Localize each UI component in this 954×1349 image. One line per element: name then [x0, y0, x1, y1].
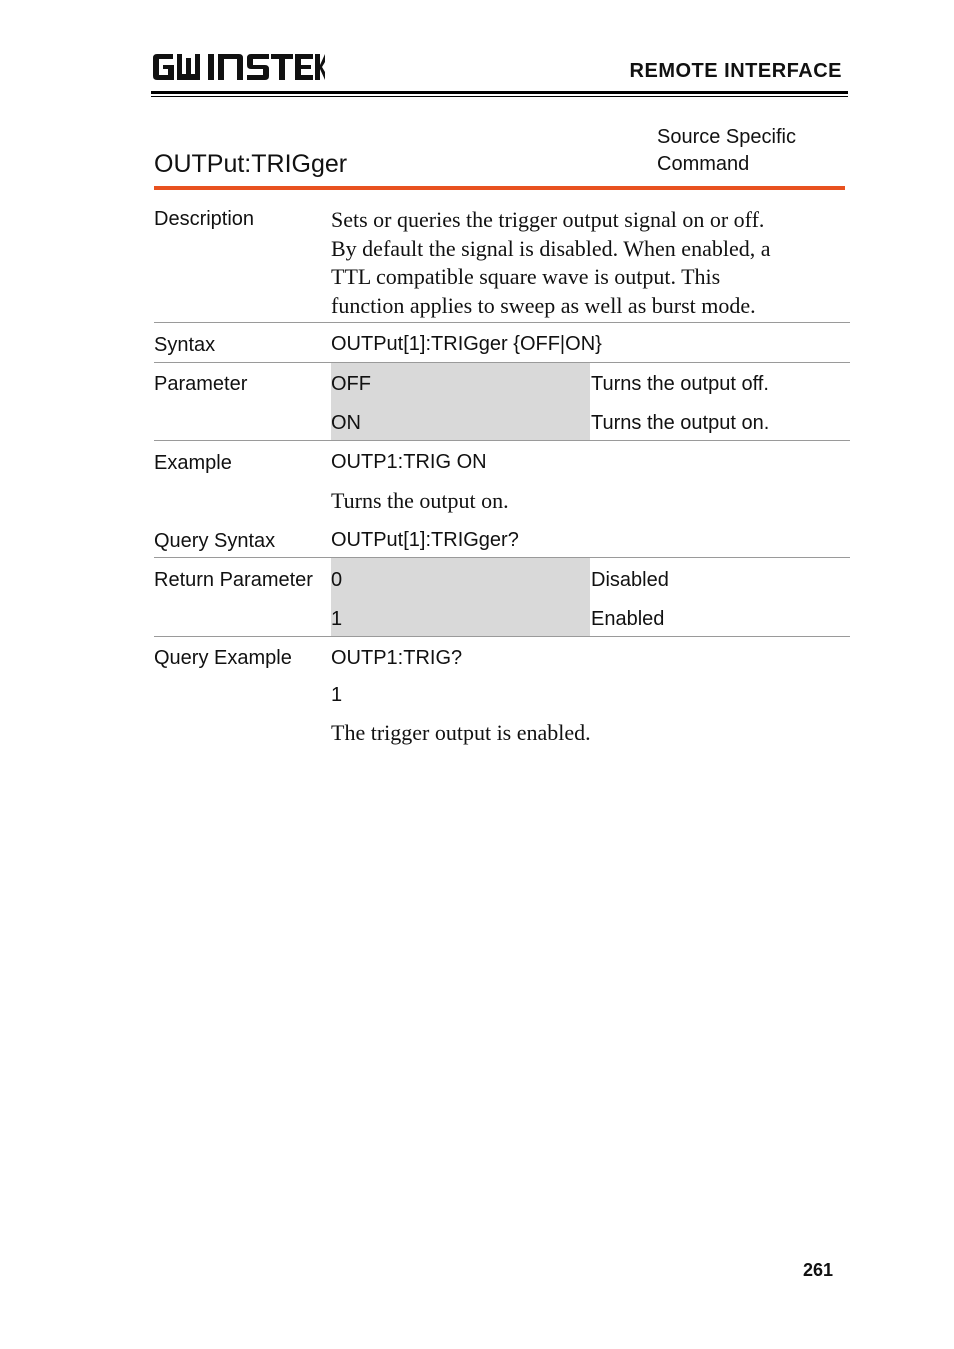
return-parameter-desc: Disabled [591, 569, 669, 591]
parameter-name: ON [331, 412, 361, 434]
row-divider [154, 636, 850, 637]
command-type-line2: Command [657, 153, 750, 175]
return-parameter-name: 1 [331, 608, 343, 630]
section-title: REMOTE INTERFACE [629, 60, 842, 82]
description-line: By default the signal is disabled. When enabled, a [331, 235, 771, 261]
query-example-note: The trigger output is enabled. [331, 720, 591, 745]
return-parameter-label: Return Parameter [154, 569, 313, 591]
query-syntax-value: OUTPut[1]:TRIGger? [331, 529, 519, 551]
header-rule-thin [151, 96, 848, 97]
header-rule [151, 91, 848, 94]
query-example-label: Query Example [154, 647, 292, 669]
description-label: Description [154, 208, 255, 230]
query-example-result: 1 [331, 684, 343, 706]
page-number: 261 [802, 1260, 833, 1280]
description-line: function applies to sweep as well as burst mode. [331, 292, 756, 318]
return-parameter-shade [331, 558, 590, 636]
description-line: Sets or queries the trigger output signal on or off. [331, 207, 765, 232]
parameter-name: OFF [331, 373, 371, 395]
command-type [657, 124, 796, 178]
example-value: OUTP1:TRIG ON [331, 451, 487, 473]
example-note: Turns the output on. [331, 488, 509, 513]
title-accent-rule [154, 186, 845, 190]
return-parameter-name: 0 [331, 569, 343, 591]
description-text [331, 206, 841, 320]
command-title: OUTPut:TRIGger [154, 150, 348, 178]
query-syntax-label: Query Syntax [154, 530, 276, 552]
parameter-label: Parameter [154, 373, 248, 395]
row-divider [154, 322, 850, 323]
command-type-line1: Source Specific [657, 126, 796, 148]
query-example-value: OUTP1:TRIG? [331, 647, 463, 669]
syntax-label: Syntax [154, 334, 216, 356]
example-label: Example [154, 452, 232, 474]
gw-instek-logo [153, 54, 325, 82]
parameter-desc: Turns the output off. [591, 373, 769, 395]
description-line: TTL compatible square wave is output. This [331, 264, 721, 289]
row-divider [154, 440, 850, 441]
parameter-desc: Turns the output on. [591, 412, 770, 434]
return-parameter-desc: Enabled [591, 608, 665, 630]
syntax-value: OUTPut[1]:TRIGger {OFF|ON} [331, 333, 602, 355]
